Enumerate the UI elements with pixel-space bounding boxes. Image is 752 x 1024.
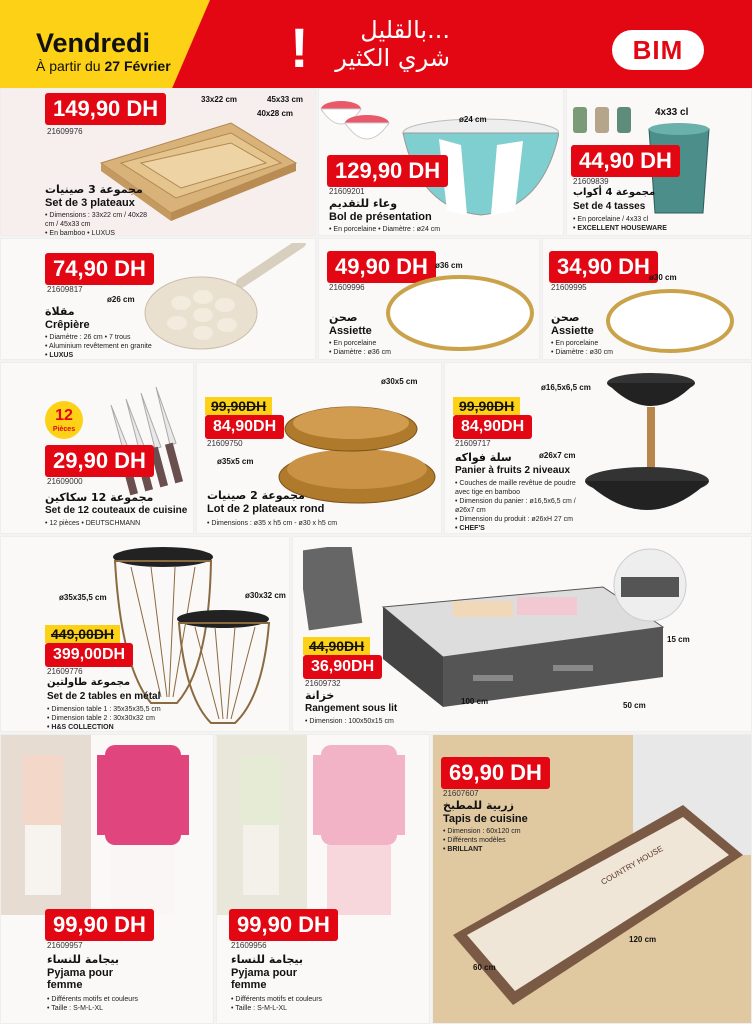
price-tag: 69,90 DH xyxy=(441,757,550,789)
slogan-line-2: شري الكثير xyxy=(335,44,450,72)
spec-item: • Couches de maille revêtue de poudre avec tige en bamboo xyxy=(455,479,585,497)
dim-label: 60 cm xyxy=(473,963,496,972)
product-round-trays xyxy=(196,362,442,534)
product-plate-30 xyxy=(542,238,752,360)
dim-label: ø36 cm xyxy=(435,261,463,270)
product-name: Rangement sous lit xyxy=(305,703,398,714)
product-specs xyxy=(45,333,155,360)
old-price: 99,90DH xyxy=(205,397,272,415)
product-trays xyxy=(0,88,316,236)
spec-item: • Dimensions : ø35 x h5 cm - ø30 x h5 cm xyxy=(207,519,437,528)
storage-detail-image xyxy=(607,547,693,623)
spec-item: • Diamètre : 26 cm • 7 trous xyxy=(45,333,155,342)
product-specs xyxy=(45,519,185,528)
old-price: 99,90DH xyxy=(453,397,520,415)
product-name-ar: سلة فواكه xyxy=(455,451,512,464)
old-price: 449,00DH xyxy=(45,625,120,643)
product-name: Pyjama pour femme xyxy=(47,967,114,991)
dim-label: ø16,5x6,5 cm xyxy=(541,383,591,392)
spec-item: • CHEF'S xyxy=(455,524,585,533)
product-cups xyxy=(566,88,752,236)
product-specs xyxy=(47,705,187,732)
product-specs xyxy=(47,995,147,1013)
product-code: 21609776 xyxy=(47,667,83,676)
product-name: Panier à fruits 2 niveaux xyxy=(455,465,571,476)
dim-label: 45x33 cm xyxy=(267,95,304,104)
product-code: 21609750 xyxy=(207,439,243,448)
price-tag: 36,90DH xyxy=(303,655,382,679)
spec-item: • Dimension : 100x50x15 cm xyxy=(305,717,445,726)
offer-from-date: 27 Février xyxy=(104,58,171,74)
price-tag: 399,00DH xyxy=(45,643,133,667)
spec-item: • Différents motifs et couleurs xyxy=(47,995,147,1004)
badge-text: Pièces xyxy=(52,426,76,433)
product-code: 21609976 xyxy=(47,127,83,136)
product-code: 21609000 xyxy=(47,477,83,486)
dim-label: ø26x7 cm xyxy=(539,451,576,460)
fruit-basket-image xyxy=(581,369,711,529)
product-specs xyxy=(455,479,585,533)
product-name: Tapis de cuisine xyxy=(443,813,528,825)
spec-item: • En porcelaine • Diamètre : ø24 cm xyxy=(329,225,469,234)
spec-item: • Différents modèles xyxy=(443,836,543,845)
spec-item: • En porcelaine xyxy=(329,339,409,348)
product-specs xyxy=(207,519,437,528)
product-name-ar: مجموعة 2 صينيات xyxy=(207,489,305,502)
pyjama-image xyxy=(217,735,430,915)
product-plate-36 xyxy=(318,238,540,360)
spec-item: • LUXUS xyxy=(45,351,155,360)
product-code: 21609995 xyxy=(551,283,587,292)
dim-label: ø26 cm xyxy=(107,295,135,304)
product-knives xyxy=(0,362,194,534)
dim-label: 100 cm xyxy=(461,697,489,706)
slogan-exclamation: ! xyxy=(290,16,309,79)
price-tag: 44,90 DH xyxy=(571,145,680,177)
price-tag: 29,90 DH xyxy=(45,445,154,477)
plate-image xyxy=(605,287,735,359)
offer-day: Vendredi xyxy=(36,28,151,58)
spec-item: • Taille : S-M-L-XL xyxy=(231,1004,331,1013)
spec-item: • En bamboo • LUXUS xyxy=(45,229,155,236)
spec-item: • H&S COLLECTION xyxy=(47,723,187,732)
product-crepe xyxy=(0,238,316,360)
product-metal-tables xyxy=(0,536,290,732)
product-code: 21609817 xyxy=(47,285,83,294)
crepe-pan-image xyxy=(141,243,316,353)
price-tag: 129,90 DH xyxy=(327,155,448,187)
product-name: Pyjama pour femme xyxy=(231,967,298,991)
product-name-ar: صحن xyxy=(551,311,580,324)
product-name: Set de 3 plateaux xyxy=(45,197,135,209)
product-specs xyxy=(329,225,469,234)
pyjama-image xyxy=(1,735,214,915)
dim-label: 40x28 cm xyxy=(257,109,294,118)
spec-item: • Dimension du panier : ø16,5x6,5 cm / ø26x7 cm xyxy=(455,497,585,515)
product-specs xyxy=(443,827,543,854)
spec-item: • Diamètre : ø30 cm xyxy=(551,348,621,357)
dim-label: ø30x5 cm xyxy=(381,377,418,386)
product-code: 21609839 xyxy=(573,177,609,186)
product-name-ar: بيجامة للنساء xyxy=(47,953,120,966)
product-code: 21609957 xyxy=(47,941,83,950)
product-name-ar: بيجامة للنساء xyxy=(231,953,304,966)
product-specs xyxy=(305,717,445,726)
dim-label: 50 cm xyxy=(623,701,646,710)
dim-label: ø35x35,5 cm xyxy=(59,593,107,602)
price-tag: 84,90DH xyxy=(453,415,532,439)
spec-item: • Différents motifs et couleurs xyxy=(231,995,331,1004)
product-specs xyxy=(551,339,621,357)
dim-label: ø24 cm xyxy=(459,115,487,124)
product-name-ar: زربية للمطبخ xyxy=(443,799,514,812)
offer-start-date xyxy=(36,58,171,74)
page-header xyxy=(0,0,752,88)
spec-item: • Dimensions : 33x22 cm / 40x28 cm / 45x33 cm xyxy=(45,211,155,229)
product-name-ar: خزانة xyxy=(305,689,335,702)
dim-label: ø30x32 cm xyxy=(245,591,286,600)
dim-label: 33x22 cm xyxy=(201,95,238,104)
offer-from-prefix: À partir du xyxy=(36,58,101,74)
spec-item: • En porcelaine / 4x33 cl xyxy=(573,215,683,224)
product-code: 21609996 xyxy=(329,283,365,292)
product-name: Lot de 2 plateaux rond xyxy=(207,503,325,515)
old-price: 44,90DH xyxy=(303,637,370,655)
dim-label: ø30 cm xyxy=(649,273,677,282)
product-name: Bol de présentation xyxy=(329,211,432,223)
product-storage xyxy=(292,536,752,732)
price-tag: 74,90 DH xyxy=(45,253,154,285)
price-tag: 99,90 DH xyxy=(45,909,154,941)
product-pyjama-2 xyxy=(216,734,430,1024)
product-name: Set de 12 couteaux de cuisine xyxy=(45,505,188,516)
price-tag: 149,90 DH xyxy=(45,93,166,125)
product-name-ar: صحن xyxy=(329,311,358,324)
spec-item: • Diamètre : ø36 cm xyxy=(329,348,409,357)
price-tag: 49,90 DH xyxy=(327,251,436,283)
dim-label: 4x33 cl xyxy=(655,107,689,118)
slogan-line-1: بالقليل... xyxy=(360,16,450,44)
spec-item: • Dimension table 2 : 30x30x32 cm xyxy=(47,714,187,723)
spec-item: • 12 pièces • DEUTSCHMANN xyxy=(45,519,185,528)
product-name-ar: مجموعة 4 أكواب xyxy=(573,187,656,198)
pieces-badge xyxy=(45,401,83,439)
spec-item: • Dimension table 1 : 35x35x35,5 cm xyxy=(47,705,187,714)
product-name: Set de 4 tasses xyxy=(573,201,646,212)
product-name: Set de 2 tables en métal xyxy=(47,691,161,702)
spec-item: • Dimension : 60x120 cm xyxy=(443,827,543,836)
dim-label: 15 cm xyxy=(667,635,690,644)
price-tag: 99,90 DH xyxy=(229,909,338,941)
product-name-ar: مجموعة 3 صينيات xyxy=(45,183,143,196)
product-specs xyxy=(573,215,683,233)
rug-label: COUNTRY HOUSE xyxy=(599,843,665,887)
spec-item: • Aluminium revêtement en granite xyxy=(45,342,155,351)
spec-item: • EXCELLENT HOUSEWARE xyxy=(573,224,683,233)
product-specs xyxy=(329,339,409,357)
product-code: 21607607 xyxy=(443,789,479,798)
product-name-ar: مجموعة طاولتين xyxy=(47,677,131,688)
product-specs xyxy=(45,211,155,236)
spec-item: • BRILLANT xyxy=(443,845,543,854)
dim-label: ø35x5 cm xyxy=(217,457,254,466)
dim-label: 120 cm xyxy=(629,935,657,944)
product-name-ar: مجموعة 12 سكاكين xyxy=(45,491,154,504)
product-code: 21609201 xyxy=(329,187,365,196)
product-fruit-basket xyxy=(444,362,752,534)
price-tag: 34,90 DH xyxy=(549,251,658,283)
product-name: Assiette xyxy=(329,325,372,337)
product-code: 21609956 xyxy=(231,941,267,950)
product-pyjama-1 xyxy=(0,734,214,1024)
slogan xyxy=(300,16,450,72)
product-specs xyxy=(231,995,331,1013)
product-code: 21609732 xyxy=(305,679,341,688)
spec-item: • Dimension du produit : ø26xH 27 cm xyxy=(455,515,585,524)
product-name: Crêpière xyxy=(45,319,90,331)
product-name: Assiette xyxy=(551,325,594,337)
bim-logo: BIM xyxy=(612,30,704,70)
product-bowl xyxy=(318,88,564,236)
spec-item: • En porcelaine xyxy=(551,339,621,348)
product-rug xyxy=(432,734,752,1024)
badge-number: 12 xyxy=(55,407,73,424)
product-name-ar: وعاء للتقديم xyxy=(329,197,398,210)
spec-item: • Taille : S-M-L-XL xyxy=(47,1004,147,1013)
price-tag: 84,90DH xyxy=(205,415,284,439)
product-name-ar: مقلاة xyxy=(45,305,75,318)
product-code: 21609717 xyxy=(455,439,491,448)
